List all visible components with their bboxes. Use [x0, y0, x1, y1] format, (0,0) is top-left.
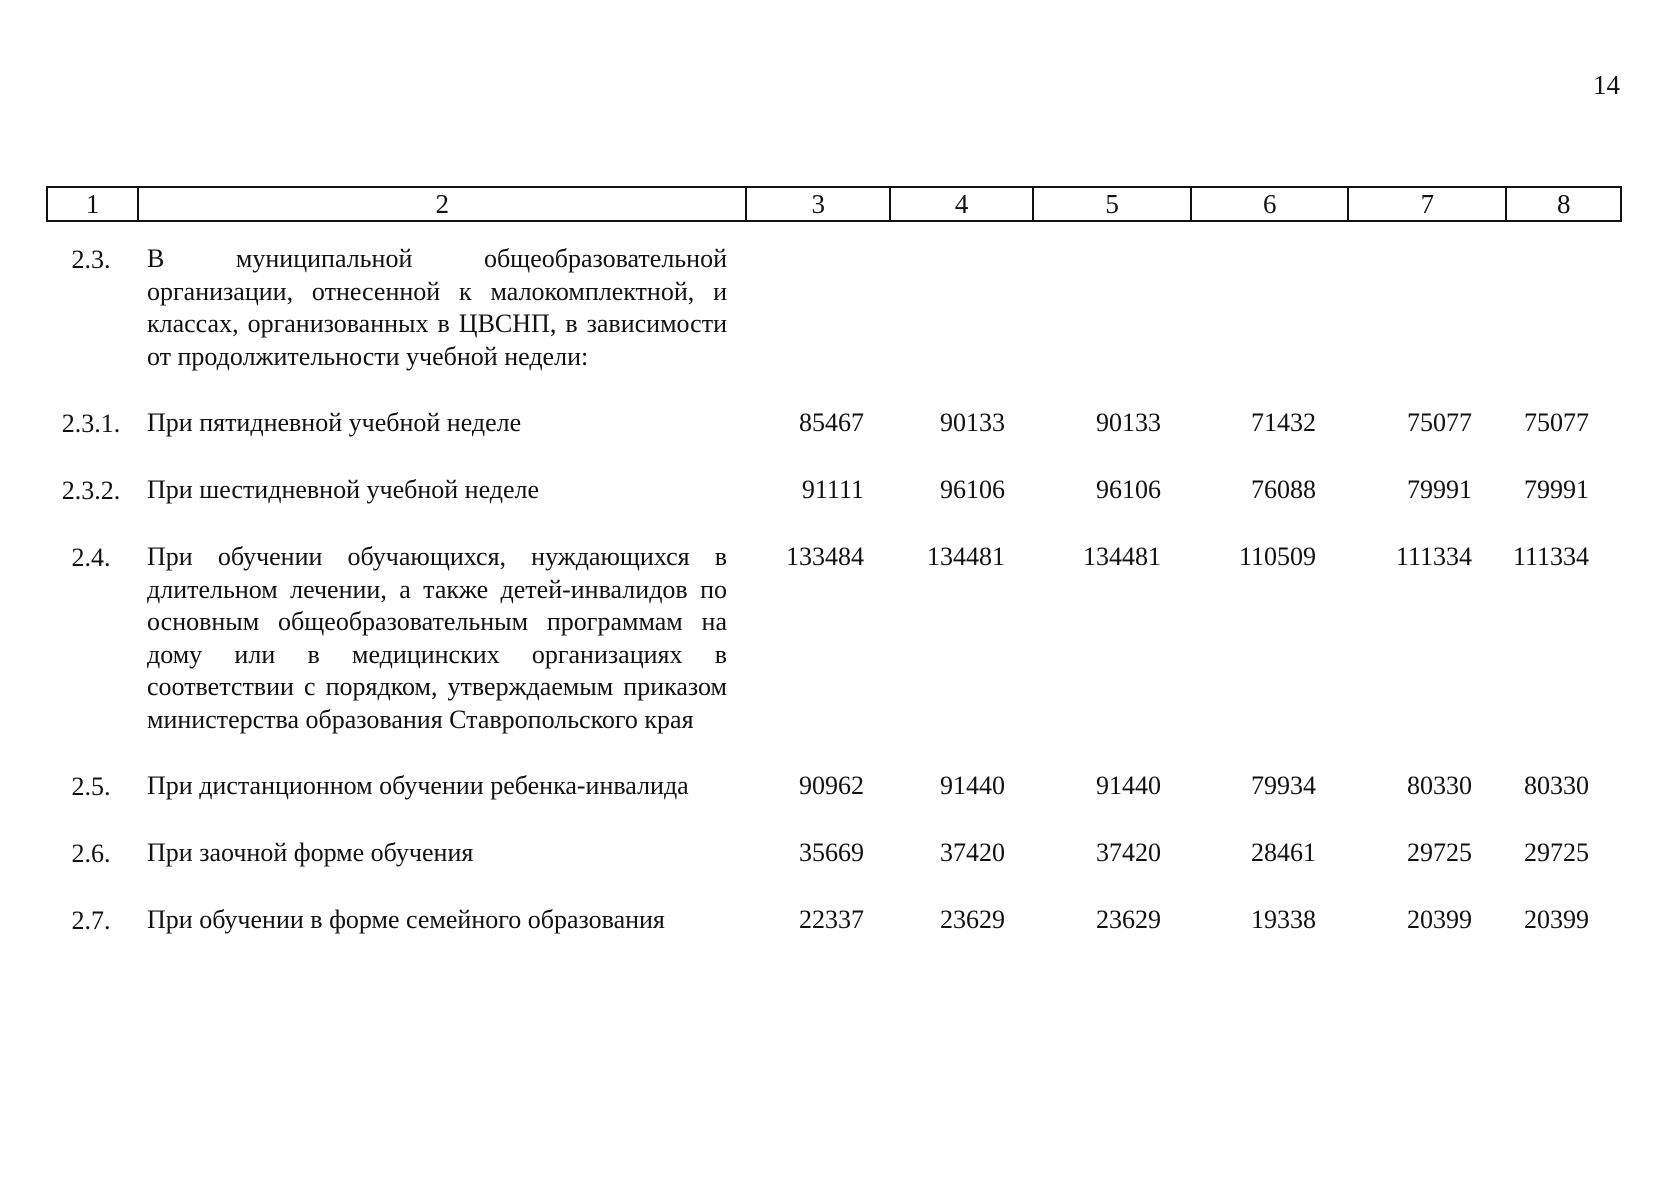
value-col-4: 96106	[940, 475, 1005, 504]
table-body	[46, 243, 1622, 971]
value-col-8: 80330	[1524, 771, 1589, 800]
value-col-5: 90133	[1096, 408, 1161, 437]
page-number: 14	[1593, 70, 1620, 100]
header-col-2: 2	[138, 187, 746, 221]
value-col-4: 134481	[927, 542, 1005, 571]
row-description: При обучении обучающихся, нуждающихся в длительном лечении, а также детей-инвалидов по основным общеобразовательным программам на дому или в медицинских организациях в соответствии с порядком, утверждаемым приказом министерства образования Ставропольского края	[147, 542, 727, 734]
value-col-4: 37420	[940, 838, 1005, 867]
header-col-6: 6	[1191, 187, 1348, 221]
value-col-8: 29725	[1524, 838, 1589, 867]
value-col-3: 90962	[799, 771, 864, 800]
value-col-4: 23629	[940, 905, 1005, 934]
row-description: В муниципальной общеобразовательной организации, отнесенной к малокомплектной, и классах, организованных в ЦВСНП, в зависимости от продолжительности учебной недели:	[147, 244, 727, 371]
value-col-8: 79991	[1524, 475, 1589, 504]
value-col-6: 79934	[1251, 771, 1316, 800]
row-description: При пятидневной учебной неделе	[147, 408, 522, 437]
value-col-8: 75077	[1524, 408, 1589, 437]
value-col-6: 19338	[1251, 905, 1316, 934]
value-col-7: 29725	[1407, 838, 1472, 867]
value-col-6: 110509	[1238, 542, 1316, 571]
row-number: 2.3.	[71, 245, 111, 274]
row-number: 2.7.	[71, 906, 111, 935]
table-row	[46, 770, 1622, 803]
column-number-header	[46, 186, 1622, 222]
value-col-3: 22337	[799, 905, 864, 934]
header-col-1: 1	[47, 187, 138, 221]
value-col-5: 91440	[1096, 771, 1161, 800]
header-col-7: 7	[1348, 187, 1506, 221]
value-col-3: 91111	[801, 475, 864, 504]
row-number: 2.4.	[71, 543, 111, 572]
value-col-4: 91440	[940, 771, 1005, 800]
row-number: 2.6.	[71, 839, 111, 868]
row-number: 2.3.2.	[61, 476, 121, 505]
row-number: 2.5.	[71, 772, 111, 801]
value-col-7: 75077	[1407, 408, 1472, 437]
row-description: При обучении в форме семейного образования	[147, 905, 665, 934]
table-row	[46, 243, 1622, 373]
value-col-5: 134481	[1083, 542, 1161, 571]
value-col-7: 111334	[1395, 542, 1472, 571]
value-col-5: 96106	[1096, 475, 1161, 504]
header-col-8: 8	[1506, 187, 1621, 221]
row-number: 2.3.1.	[61, 409, 121, 438]
value-col-3: 85467	[799, 408, 864, 437]
row-description: При шестидневной учебной неделе	[147, 475, 540, 504]
table-row	[46, 474, 1622, 507]
table-row	[46, 837, 1622, 870]
value-col-8: 111334	[1512, 542, 1589, 571]
value-col-7: 80330	[1407, 771, 1472, 800]
value-col-4: 90133	[940, 408, 1005, 437]
value-col-6: 71432	[1251, 408, 1316, 437]
value-col-8: 20399	[1524, 905, 1589, 934]
header-col-4: 4	[890, 187, 1033, 221]
table-row	[46, 541, 1622, 736]
table-row	[46, 904, 1622, 937]
value-col-3: 133484	[786, 542, 864, 571]
value-col-7: 79991	[1407, 475, 1472, 504]
value-col-7: 20399	[1407, 905, 1472, 934]
row-description: При заочной форме обучения	[147, 838, 474, 867]
value-col-6: 28461	[1251, 838, 1316, 867]
header-col-3: 3	[746, 187, 890, 221]
value-col-3: 35669	[799, 838, 864, 867]
table-row	[46, 407, 1622, 440]
row-description: При дистанционном обучении ребенка-инвалида	[147, 771, 689, 800]
value-col-6: 76088	[1251, 475, 1316, 504]
header-col-5: 5	[1033, 187, 1191, 221]
value-col-5: 23629	[1096, 905, 1161, 934]
value-col-5: 37420	[1096, 838, 1161, 867]
